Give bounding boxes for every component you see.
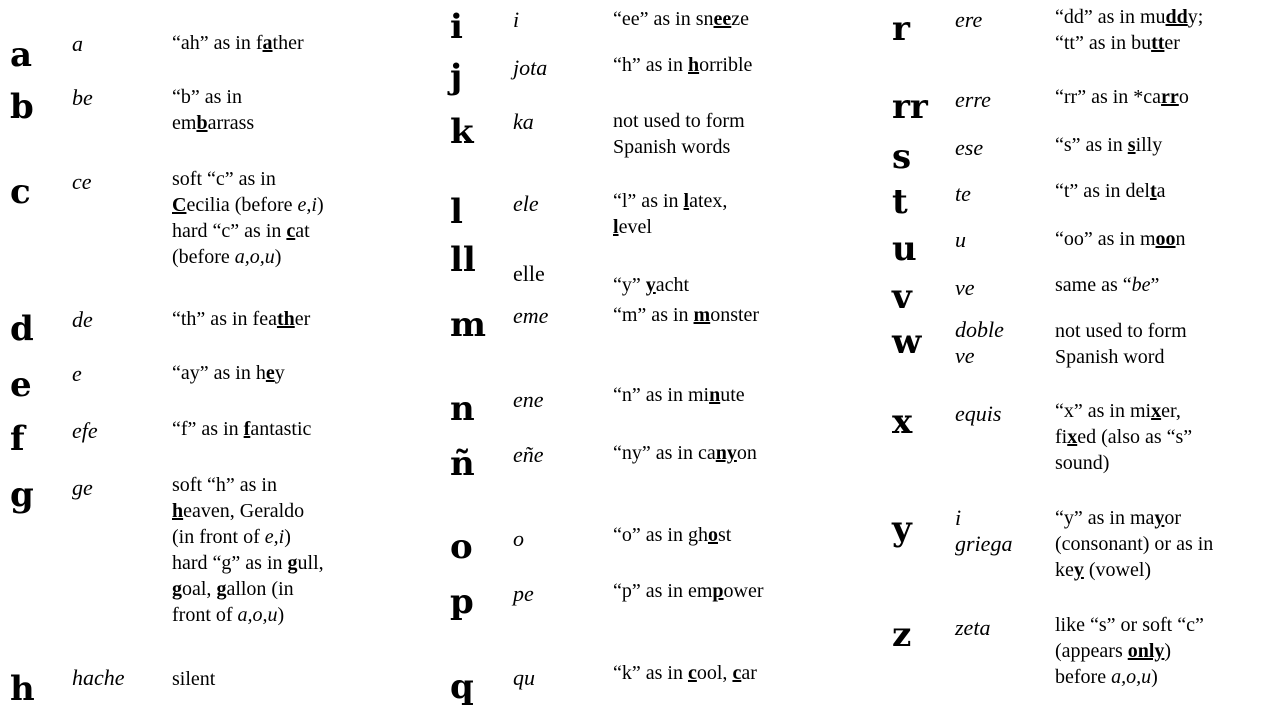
letter-name-o: o: [513, 526, 524, 551]
letter-name-y: griega: [955, 531, 1013, 556]
pronunciation-text: like “s” or soft “c”: [1055, 614, 1204, 636]
pronunciation-text: er,: [1161, 400, 1181, 422]
pronunciation-text: ower: [723, 580, 764, 602]
pronunciation-e: [172, 360, 285, 386]
pronunciation-y: [1055, 505, 1181, 531]
pronunciation-text: ke: [1055, 559, 1074, 581]
highlighted-sound: c: [286, 220, 296, 242]
letter-name-l: ele: [513, 191, 539, 216]
letter-name-e: e: [72, 361, 82, 386]
highlighted-sound: s: [1127, 134, 1136, 156]
pronunciation-c: [172, 244, 281, 270]
pronunciation-text: “tt” as in bu: [1055, 32, 1152, 54]
pronunciation-text: front of: [172, 604, 238, 626]
italic-text: a,o,u: [237, 604, 278, 626]
pronunciation-text: antastic: [250, 418, 312, 440]
letter-f: f: [10, 419, 25, 459]
pronunciation-text: “t” as in del: [1055, 180, 1150, 202]
pronunciation-k: [613, 108, 745, 134]
pronunciation-l: [613, 214, 652, 240]
letter-j: j: [450, 57, 463, 97]
letter-name-z: zeta: [955, 615, 991, 640]
pronunciation-text: o: [1178, 86, 1189, 108]
letter-name-d: de: [72, 307, 93, 332]
pronunciation-text: em: [172, 112, 197, 134]
pronunciation-text: or: [1164, 507, 1182, 529]
pronunciation-n: [613, 382, 745, 408]
highlighted-sound: x: [1151, 400, 1162, 422]
pronunciation-text: ull,: [297, 552, 324, 574]
pronunciation-text: soft “h” as in: [172, 474, 277, 496]
pronunciation-text: soft “c” as in: [172, 168, 276, 190]
highlighted-sound: f: [243, 418, 251, 440]
pronunciation-text: ): [274, 246, 282, 268]
pronunciation-x: [1055, 424, 1192, 450]
pronunciation-r: [1055, 30, 1180, 56]
highlighted-sound: a: [262, 32, 273, 54]
pronunciation-i: [613, 6, 749, 32]
pronunciation-text: eaven, Geraldo: [183, 500, 305, 522]
pronunciation-text: ): [1151, 666, 1158, 688]
letter-name-q: qu: [513, 665, 535, 690]
pronunciation-text: (vowel): [1083, 559, 1152, 581]
pronunciation-text: atex,: [689, 190, 728, 212]
pronunciation-text: “ny” as in ca: [613, 442, 716, 464]
pronunciation-text: arrass: [207, 112, 255, 134]
pronunciation-m: [613, 302, 759, 328]
letter-q: q: [450, 667, 474, 707]
highlighted-sound: m: [693, 304, 711, 326]
pronunciation-c: [172, 218, 310, 244]
pronunciation-text: “ee” as in sn: [613, 8, 714, 30]
highlighted-sound: y: [645, 274, 656, 296]
pronunciation-text: ar: [741, 662, 757, 684]
letter-g: g: [10, 475, 34, 515]
pronunciation-s: [1055, 132, 1162, 158]
letter-name-y: i: [955, 505, 962, 530]
pronunciation-a: [172, 30, 304, 56]
pronunciation-b: [172, 84, 242, 110]
pronunciation-x: [1055, 398, 1181, 424]
pronunciation-text: ”: [1150, 274, 1160, 296]
pronunciation-text: “y”: [613, 274, 646, 296]
letter-name-m: eme: [513, 303, 549, 328]
pronunciation-g: [172, 576, 294, 602]
letter-name-r: ere: [955, 7, 983, 32]
pronunciation-text: ze: [731, 8, 750, 30]
pronunciation-text: st: [717, 524, 732, 546]
pronunciation-text: “n” as in mi: [613, 384, 710, 406]
highlighted-sound: tt: [1151, 32, 1165, 54]
pronunciation-l: [613, 188, 727, 214]
letter-name-ntilde: eñe: [513, 442, 544, 467]
pronunciation-text: er: [1164, 32, 1180, 54]
highlighted-sound: x: [1067, 426, 1078, 448]
highlighted-sound: th: [276, 308, 295, 330]
pronunciation-rr: [1055, 84, 1189, 110]
pronunciation-text: er: [294, 308, 311, 330]
pronunciation-text: “f” as in: [172, 418, 244, 440]
letter-n: n: [450, 389, 475, 429]
letter-name-w: ve: [955, 343, 975, 368]
letter-e: e: [10, 365, 32, 405]
pronunciation-text: ): [277, 604, 285, 626]
highlighted-sound: g: [172, 578, 182, 600]
pronunciation-text: n: [1175, 228, 1186, 250]
letter-p: p: [450, 582, 474, 622]
pronunciation-j: [613, 52, 752, 78]
pronunciation-text: ute: [720, 384, 745, 406]
pronunciation-r: [1055, 4, 1203, 30]
pronunciation-c: [172, 192, 324, 218]
letter-name-w: doble: [955, 317, 1004, 342]
pronunciation-o: [613, 522, 731, 548]
letter-y: y: [892, 509, 912, 549]
pronunciation-p: [613, 578, 764, 604]
highlighted-sound: t: [1149, 180, 1157, 202]
pronunciation-text: “x” as in mi: [1055, 400, 1152, 422]
letter-name-g: ge: [72, 475, 93, 500]
highlighted-sound: p: [712, 580, 724, 602]
pronunciation-text: allon (in: [226, 578, 294, 600]
pronunciation-text: ther: [272, 32, 304, 54]
italic-text: be: [1131, 274, 1151, 296]
letter-name-a: a: [72, 31, 83, 56]
pronunciation-text: ): [316, 194, 324, 216]
letter-name-rr: erre: [955, 87, 991, 112]
pronunciation-text: at: [295, 220, 310, 242]
pronunciation-text: a: [1156, 180, 1166, 202]
pronunciation-text: y: [274, 362, 285, 384]
pronunciation-ll: [613, 272, 689, 298]
letter-ntilde: ñ: [450, 444, 475, 484]
letter-name-k: ka: [513, 109, 534, 134]
highlighted-sound: h: [172, 500, 184, 522]
letter-name-u: u: [955, 227, 966, 252]
pronunciation-text: sound): [1055, 452, 1110, 474]
pronunciation-text: before: [1055, 666, 1112, 688]
highlighted-sound: dd: [1165, 6, 1188, 28]
highlighted-sound: y: [1073, 559, 1084, 581]
letter-s: s: [892, 137, 912, 177]
pronunciation-text: “dd” as in mu: [1055, 6, 1166, 28]
letter-v: v: [892, 277, 912, 317]
pronunciation-g: [172, 498, 304, 524]
letter-b: b: [10, 87, 34, 127]
highlighted-sound: y: [1154, 507, 1165, 529]
letter-name-ll: elle: [513, 261, 545, 286]
pronunciation-text: fi: [1055, 426, 1068, 448]
pronunciation-text: “b” as in: [172, 86, 242, 108]
pronunciation-u: [1055, 226, 1186, 252]
italic-text: a,o,u: [1111, 666, 1152, 688]
pronunciation-text: “oo” as in m: [1055, 228, 1156, 250]
pronunciation-text: “k” as in: [613, 662, 688, 684]
pronunciation-text: “p” as in em: [613, 580, 713, 602]
letter-r: r: [892, 9, 910, 49]
letter-d: d: [10, 309, 34, 349]
letter-name-x: equis: [955, 401, 1002, 426]
pronunciation-z: [1055, 612, 1204, 638]
letter-name-t: te: [955, 181, 971, 206]
pronunciation-d: [172, 306, 310, 332]
pronunciation-text: “l” as in: [613, 190, 684, 212]
pronunciation-text: (in front of: [172, 526, 265, 548]
pronunciation-text: hard “g” as in: [172, 552, 288, 574]
letter-name-b: be: [72, 85, 93, 110]
pronunciation-text: hard “c” as in: [172, 220, 287, 242]
highlighted-sound: oo: [1155, 228, 1176, 250]
pronunciation-text: “m” as in: [613, 304, 694, 326]
letter-k: k: [450, 112, 474, 152]
letter-name-n: ene: [513, 387, 544, 412]
pronunciation-text: ): [284, 526, 291, 548]
letter-name-j: jota: [513, 55, 548, 80]
pronunciation-t: [1055, 178, 1166, 204]
letter-ll: ll: [450, 240, 476, 280]
highlighted-sound: only: [1127, 640, 1165, 662]
pronunciation-z: [1055, 664, 1158, 690]
pronunciation-text: on: [736, 442, 757, 464]
highlighted-sound: rr: [1161, 86, 1179, 108]
pronunciation-text: not used to form: [613, 110, 745, 132]
pronunciation-text: silent: [172, 668, 216, 690]
pronunciation-text: “ah” as in f: [172, 32, 263, 54]
pronunciation-text: acht: [655, 274, 690, 296]
highlighted-sound: h: [687, 54, 700, 76]
pronunciation-w: [1055, 344, 1164, 370]
pronunciation-w: [1055, 318, 1187, 344]
letter-i: i: [450, 7, 463, 47]
pronunciation-text: ed (also as “s”: [1077, 426, 1193, 448]
pronunciation-text: “h” as in: [613, 54, 688, 76]
highlighted-sound: g: [287, 552, 298, 574]
pronunciation-text: illy: [1135, 134, 1163, 156]
letter-h: h: [10, 669, 35, 709]
pronunciation-g: [172, 524, 291, 550]
pronunciation-z: [1055, 638, 1171, 664]
pronunciation-k: [613, 134, 730, 160]
italic-text: e,i: [297, 194, 317, 216]
highlighted-sound: C: [172, 194, 187, 216]
pronunciation-text: “o” as in gh: [613, 524, 708, 546]
letter-u: u: [892, 229, 917, 269]
highlighted-sound: g: [216, 578, 227, 600]
pronunciation-text: orrible: [699, 54, 753, 76]
highlighted-sound: l: [613, 216, 619, 238]
pronunciation-text: same as “: [1055, 274, 1132, 296]
pronunciation-text: Spanish words: [613, 136, 731, 158]
pronunciation-ntilde: [613, 440, 757, 466]
pronunciation-text: ecilia (before: [186, 194, 298, 216]
highlighted-sound: c: [732, 662, 742, 684]
letter-name-h: hache: [72, 665, 125, 690]
letter-x: x: [892, 402, 913, 442]
letter-c: c: [10, 172, 31, 212]
letter-name-v: ve: [955, 275, 975, 300]
italic-text: a,o,u: [234, 246, 275, 268]
pronunciation-text: “y” as in ma: [1055, 507, 1155, 529]
pronunciation-q: [613, 660, 757, 686]
pronunciation-v: [1055, 272, 1159, 298]
italic-text: e,i: [264, 526, 285, 548]
pronunciation-f: [172, 416, 311, 442]
pronunciation-text: “th” as in fea: [172, 308, 277, 330]
letter-name-c: ce: [72, 169, 92, 194]
pronunciation-x: [1055, 450, 1109, 476]
highlighted-sound: ny: [715, 442, 737, 464]
pronunciation-g: [172, 472, 277, 498]
letter-w: w: [892, 322, 922, 362]
pronunciation-text: ool,: [696, 662, 733, 684]
highlighted-sound: ee: [713, 8, 732, 30]
highlighted-sound: c: [687, 662, 697, 684]
highlighted-sound: o: [707, 524, 718, 546]
pronunciation-text: “rr” as in *ca: [1055, 86, 1162, 108]
pronunciation-text: not used to form: [1055, 320, 1187, 342]
pronunciation-y: [1055, 557, 1151, 583]
letter-a: a: [10, 35, 33, 75]
pronunciation-text: oal,: [182, 578, 217, 600]
pronunciation-text: evel: [618, 216, 652, 238]
pronunciation-text: y;: [1187, 6, 1204, 28]
pronunciation-text: onster: [710, 304, 760, 326]
pronunciation-h: [172, 666, 215, 692]
letter-name-s: ese: [955, 135, 984, 160]
pronunciation-b: [172, 110, 254, 136]
letter-l: l: [450, 192, 463, 232]
pronunciation-text: (before: [172, 246, 235, 268]
letter-name-i: i: [513, 7, 520, 32]
pronunciation-y: [1055, 531, 1213, 557]
letter-z: z: [892, 615, 912, 655]
highlighted-sound: e: [265, 362, 275, 384]
letter-name-p: pe: [513, 581, 534, 606]
letter-name-f: efe: [72, 418, 98, 443]
pronunciation-g: [172, 550, 324, 576]
letter-rr: rr: [892, 87, 928, 127]
letter-o: o: [450, 527, 473, 567]
pronunciation-g: [172, 602, 284, 628]
pronunciation-text: “ay” as in h: [172, 362, 266, 384]
highlighted-sound: l: [683, 190, 690, 212]
pronunciation-text: Spanish word: [1055, 346, 1165, 368]
pronunciation-text: ): [1164, 640, 1172, 662]
letter-t: t: [892, 182, 908, 222]
highlighted-sound: b: [196, 112, 208, 134]
pronunciation-text: (appears: [1055, 640, 1128, 662]
highlighted-sound: n: [709, 384, 721, 406]
pronunciation-text: “s” as in: [1055, 134, 1128, 156]
letter-m: m: [450, 305, 486, 345]
pronunciation-c: [172, 166, 276, 192]
pronunciation-text: (consonant) or as in: [1055, 533, 1214, 555]
